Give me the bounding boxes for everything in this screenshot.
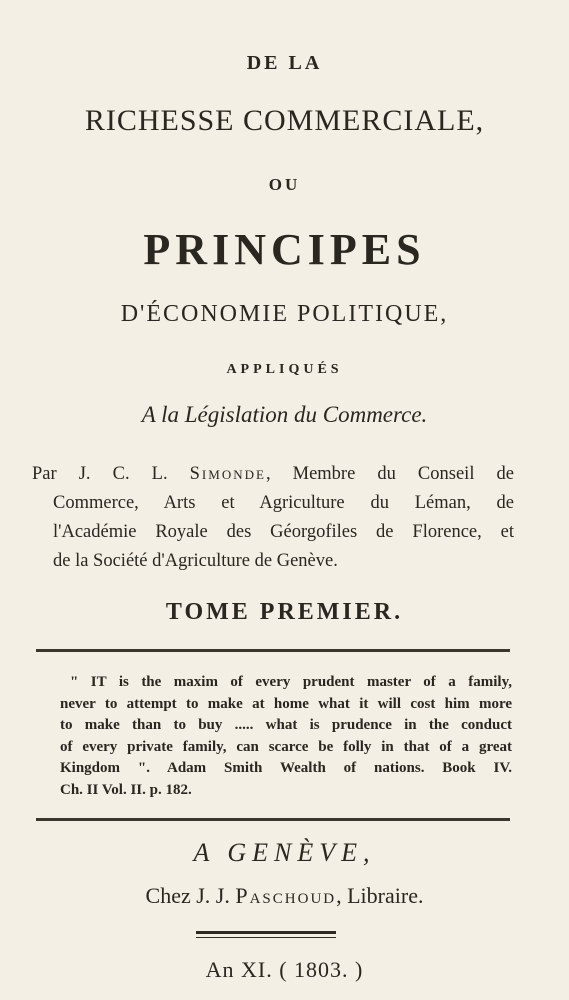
subtitle-principes: PRINCIPES <box>143 225 426 274</box>
publisher-line <box>0 883 569 909</box>
publisher-prefix: Chez J. J. <box>145 883 236 908</box>
publisher-suffix: , Libraire. <box>336 883 424 908</box>
subtitle-appliques: APPLIQUÉS <box>226 362 343 377</box>
top-rule <box>36 649 510 652</box>
author-line-1 <box>32 460 514 489</box>
double-rule <box>196 931 336 938</box>
main-title: RICHESSE COMMERCIALE, <box>84 104 485 137</box>
epigraph-line: " IT is the maxim of every prudent master of a family, <box>70 674 512 690</box>
author-line-4: de la Société d'Agriculture de Genève. <box>53 551 338 571</box>
epigraph-line: never to attempt to make at home what it will cost him more <box>60 695 512 712</box>
place-of-publication: A GENÈVE, <box>193 838 376 867</box>
epigraph-line: Kingdom ". Adam Smith Wealth of nations. Book IV. <box>60 760 512 776</box>
publication-date: An XI. ( 1803. ) <box>205 957 364 982</box>
author-affiliation-start: , Membre du Conseil de <box>265 464 514 484</box>
author-line-3: l'Académie Royale des Géorgofiles de Florence, et <box>53 522 514 542</box>
author-line-2: Commerce, Arts et Agriculture du Léman, de <box>53 493 514 513</box>
epigraph-line: to make than to buy ..... what is prudence in the conduct <box>60 717 512 733</box>
title-line-de-la: DE LA <box>246 52 323 74</box>
author-name: Simonde <box>189 464 266 484</box>
bottom-rule <box>36 818 510 821</box>
volume-label: TOME PREMIER. <box>165 599 404 625</box>
author-prefix: Par J. C. L. <box>32 464 190 484</box>
epigraph <box>60 672 512 801</box>
title-line-ou: OU <box>268 175 301 194</box>
author-block <box>32 460 514 576</box>
epigraph-line: Ch. II Vol. II. p. 182. <box>60 781 192 798</box>
publisher-name: Paschoud <box>235 883 337 908</box>
epigraph-line: of every private family, can scarce be folly in that of a great <box>60 738 512 755</box>
subtitle-economie-politique: D'ÉCONOMIE POLITIQUE, <box>120 301 449 327</box>
subtitle-legislation: A la Législation du Commerce. <box>141 402 428 427</box>
